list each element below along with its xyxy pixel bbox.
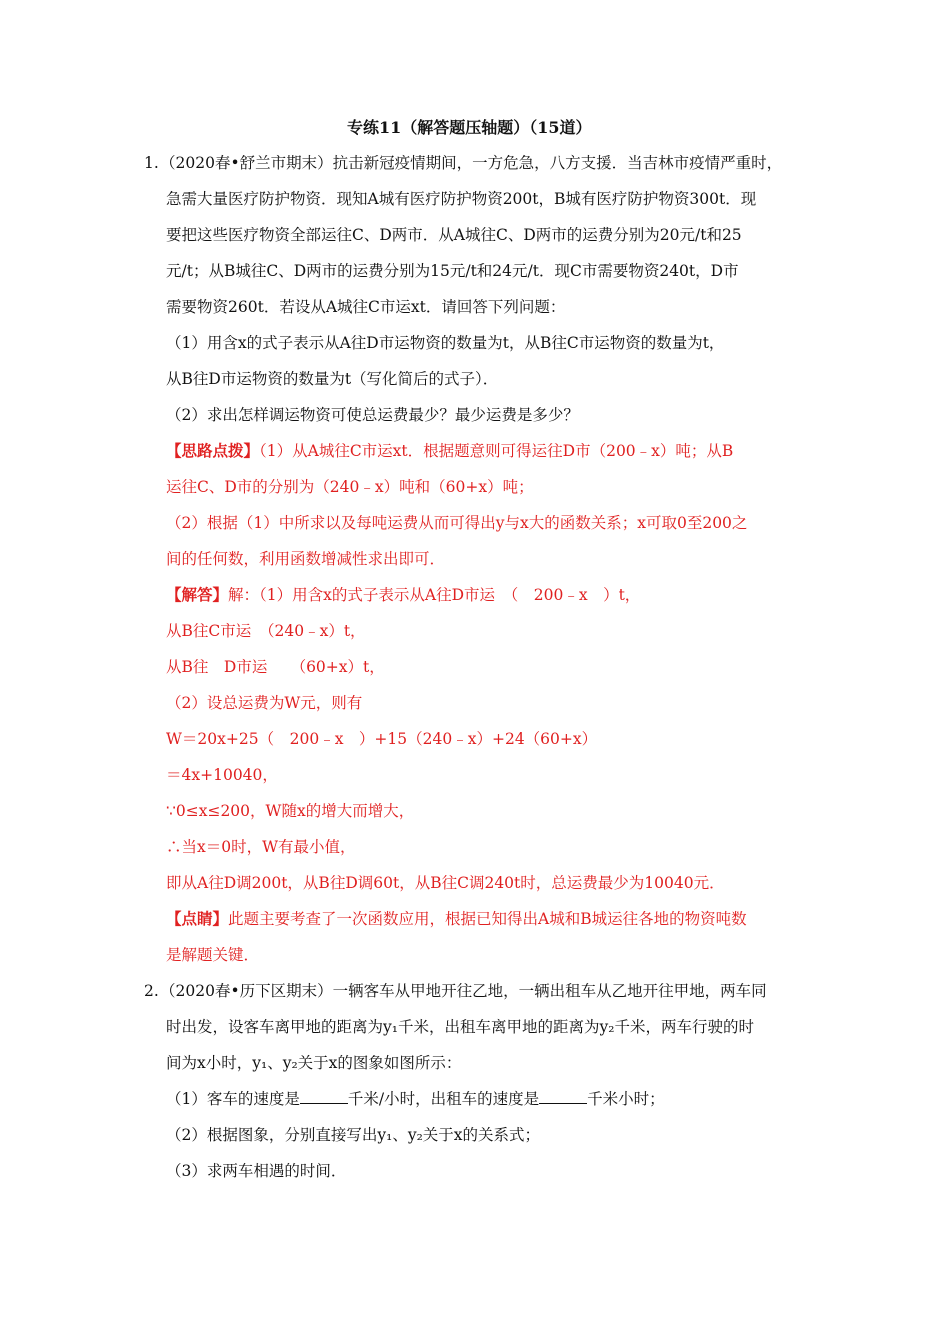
q2-sub3: （3）求两车相遇的时间．	[166, 1162, 347, 1180]
q2-line: 间为x小时，y₁、y₂关于x的图象如图所示：	[166, 1054, 462, 1072]
q1-line: 急需大量医疗防护物资．现知A城有医疗防护物资200t，B城有医疗防护物资300t．现	[166, 190, 757, 208]
answer-blank-taxi-speed[interactable]	[539, 1089, 587, 1104]
q1-comment-line	[166, 909, 747, 929]
q2-sub1-text-b: 千米/小时，出租车的速度是	[347, 1090, 540, 1108]
q2-line: （2020春•历下区期末）一辆客车从甲地开往乙地，一辆出租车从乙地开往甲地，两车同	[160, 982, 767, 1000]
hint-text: （1）从A城往C市运xt．根据题意则可得运往D市（200﹣x）吨；从B	[259, 442, 734, 460]
q1-answer-line: （2）设总运费为W元，则有	[166, 694, 363, 712]
q1-answer-line: 即从A往D调200t，从B往D调60t，从B往C调240t时，总运费最少为10040元．	[166, 874, 725, 892]
q1-line: （2020春•舒兰市期末）抗击新冠疫情期间，一方危急，八方支援．当吉林市疫情严重时，	[160, 154, 783, 172]
answer-label: 【解答】	[166, 585, 229, 604]
q1-number: 1.	[144, 154, 159, 172]
q1-answer-line: ＝4x+10040，	[166, 766, 278, 784]
q1-line: 元/t；从B城往C、D两市的运费分别为15元/t和24元/t．现C市需要物资240t，D市	[166, 262, 739, 280]
q1-hint-line	[166, 441, 733, 461]
q1-line: 要把这些医疗物资全部运往C、D两市．从A城往C、D两市的运费分别为20元/t和25	[166, 226, 742, 244]
q1-answer-line: 从B往 D市运 （60+x）t，	[166, 658, 385, 676]
answer-blank-bus-speed[interactable]	[300, 1089, 348, 1104]
q1-answer-line: W＝20x+25（ 200﹣x ）+15（240﹣x）+24（60+x）	[166, 730, 598, 748]
hint-label: 【思路点拨】	[166, 441, 260, 460]
q1-hint-line: 运往C、D市的分别为（240﹣x）吨和（60+x）吨；	[166, 478, 534, 496]
comment-label: 【点睛】	[166, 909, 229, 928]
page-title: 专练11（解答题压轴题）（15道）	[347, 118, 592, 137]
comment-text: 此题主要考查了一次函数应用，根据已知得出A城和B城运往各地的物资吨数	[228, 910, 747, 928]
q1-answer-line: ∵0≤x≤200，W随x的增大而增大，	[166, 802, 415, 820]
q1-hint-line: （2）根据（1）中所求以及每吨运费从而可得出y与x大的函数关系；x可取0至200之	[166, 514, 748, 532]
q1-answer-line: 从B往C市运 （240﹣x）t，	[166, 622, 366, 640]
q2-sub2: （2）根据图象，分别直接写出y₁、y₂关于x的关系式；	[166, 1126, 541, 1144]
q1-hint-line: 间的任何数，利用函数增减性求出即可．	[166, 550, 446, 568]
q2-line: 时出发，设客车离甲地的距离为y₁千米，出租车离甲地的距离为y₂千米，两车行驶的时	[166, 1018, 754, 1036]
q1-sub1: （1）用含x的式子表示从A往D市运物资的数量为t，从B往C市运物资的数量为t，	[166, 334, 725, 352]
answer-text: 解：（1）用含x的式子表示从A往D市运 （ 200﹣x ）t，	[228, 586, 641, 604]
q1-sub1-cont: 从B往D市运物资的数量为t（写化简后的式子）．	[166, 370, 499, 388]
q2-sub1	[166, 1089, 665, 1109]
q2-sub1-text-c: 千米小时；	[587, 1090, 665, 1108]
q2-number: 2.	[144, 982, 159, 1000]
q1-answer-line	[166, 585, 640, 605]
q1-comment-line: 是解题关键．	[166, 946, 260, 964]
q1-answer-line: ∴当x＝0时，W有最小值，	[166, 838, 356, 856]
q1-line: 需要物资260t．若设从A城往C市运xt．请回答下列问题：	[166, 298, 566, 316]
q2-sub1-text-a: （1）客车的速度是	[166, 1090, 300, 1108]
q1-sub2: （2）求出怎样调运物资可使总运费最少？最少运费是多少？	[166, 406, 579, 424]
